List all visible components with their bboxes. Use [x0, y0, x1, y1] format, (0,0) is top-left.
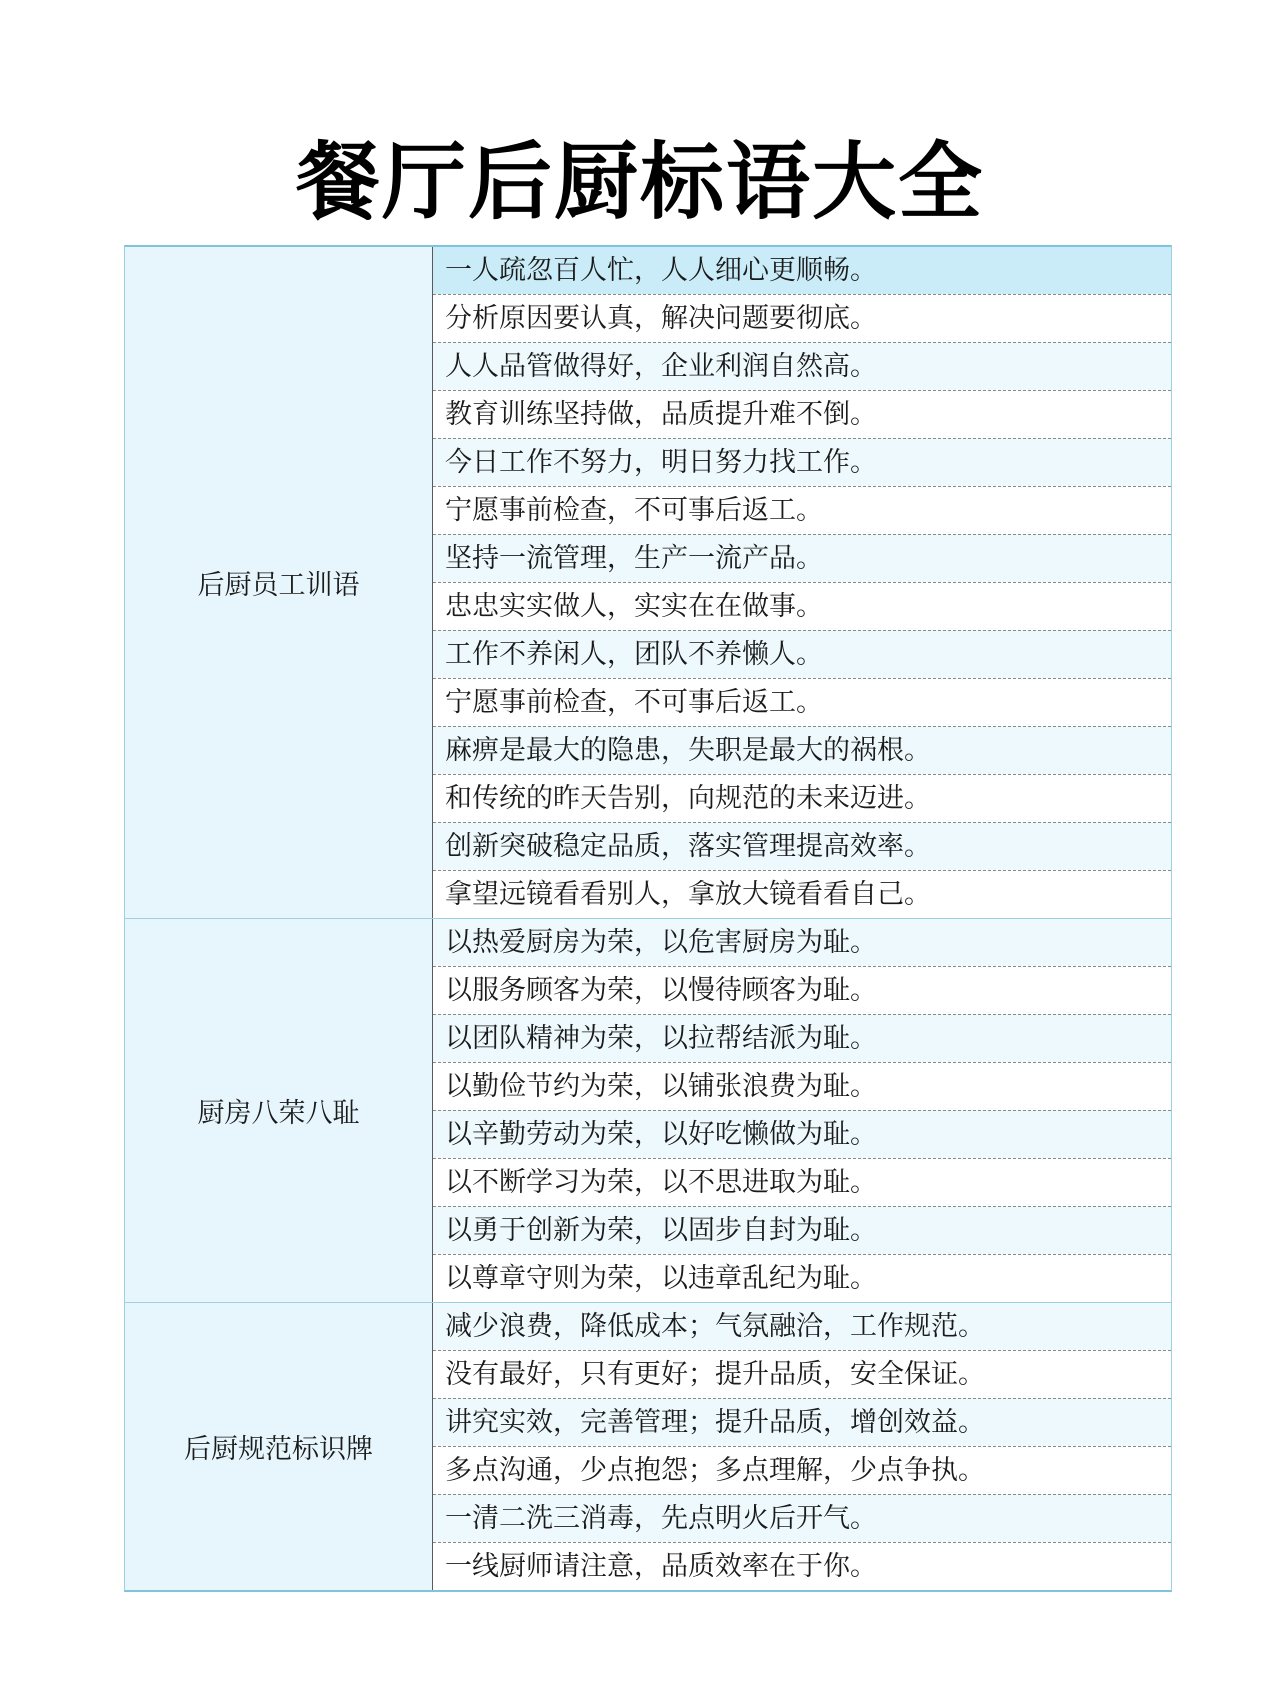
table-row: 今日工作不努力，明日努力找工作。 [433, 438, 1171, 486]
table-row: 麻痹是最大的隐患，失职是最大的祸根。 [433, 726, 1171, 774]
table-row: 工作不养闲人，团队不养懒人。 [433, 630, 1171, 678]
table-row: 一清二洗三消毒，先点明火后开气。 [433, 1494, 1171, 1542]
slogan-rows [433, 1303, 1171, 1590]
table-row: 教育训练坚持做，品质提升难不倒。 [433, 390, 1171, 438]
table-row: 以勤俭节约为荣，以铺张浪费为耻。 [433, 1062, 1171, 1110]
table-row: 以不断学习为荣，以不思进取为耻。 [433, 1158, 1171, 1206]
table-row: 忠忠实实做人，实实在在做事。 [433, 582, 1171, 630]
category-cell: 厨房八荣八耻 [125, 919, 433, 1302]
table-row: 宁愿事前检查，不可事后返工。 [433, 678, 1171, 726]
slogan-rows [433, 247, 1171, 918]
category-cell: 后厨员工训语 [125, 247, 433, 918]
table-row: 没有最好，只有更好；提升品质，安全保证。 [433, 1350, 1171, 1398]
table-row: 讲究实效，完善管理；提升品质，增创效益。 [433, 1398, 1171, 1446]
slogan-rows [433, 919, 1171, 1302]
table-row: 创新突破稳定品质，落实管理提高效率。 [433, 822, 1171, 870]
table-row: 和传统的昨天告别，向规范的未来迈进。 [433, 774, 1171, 822]
table-section [125, 247, 1171, 918]
table-section [125, 918, 1171, 1302]
table-row: 以勇于创新为荣，以固步自封为耻。 [433, 1206, 1171, 1254]
table-row: 多点沟通，少点抱怨；多点理解，少点争执。 [433, 1446, 1171, 1494]
table-row: 以热爱厨房为荣，以危害厨房为耻。 [433, 919, 1171, 966]
page-title: 餐厅后厨标语大全 [295, 133, 984, 231]
table-row: 坚持一流管理，生产一流产品。 [433, 534, 1171, 582]
table-row: 人人品管做得好，企业利润自然高。 [433, 342, 1171, 390]
table-row: 分析原因要认真，解决问题要彻底。 [433, 294, 1171, 342]
category-cell: 后厨规范标识牌 [125, 1303, 433, 1590]
table-row: 以辛勤劳动为荣，以好吃懒做为耻。 [433, 1110, 1171, 1158]
table-row: 一人疏忽百人忙，人人细心更顺畅。 [433, 247, 1171, 294]
slogan-table [124, 245, 1172, 1592]
table-row: 一线厨师请注意，品质效率在于你。 [433, 1542, 1171, 1590]
table-row: 以团队精神为荣，以拉帮结派为耻。 [433, 1014, 1171, 1062]
table-section [125, 1302, 1171, 1590]
table-row: 拿望远镜看看别人，拿放大镜看看自己。 [433, 870, 1171, 918]
table-row: 以尊章守则为荣，以违章乱纪为耻。 [433, 1254, 1171, 1302]
table-row: 减少浪费，降低成本；气氛融洽，工作规范。 [433, 1303, 1171, 1350]
table-row: 以服务顾客为荣，以慢待顾客为耻。 [433, 966, 1171, 1014]
table-row: 宁愿事前检查，不可事后返工。 [433, 486, 1171, 534]
